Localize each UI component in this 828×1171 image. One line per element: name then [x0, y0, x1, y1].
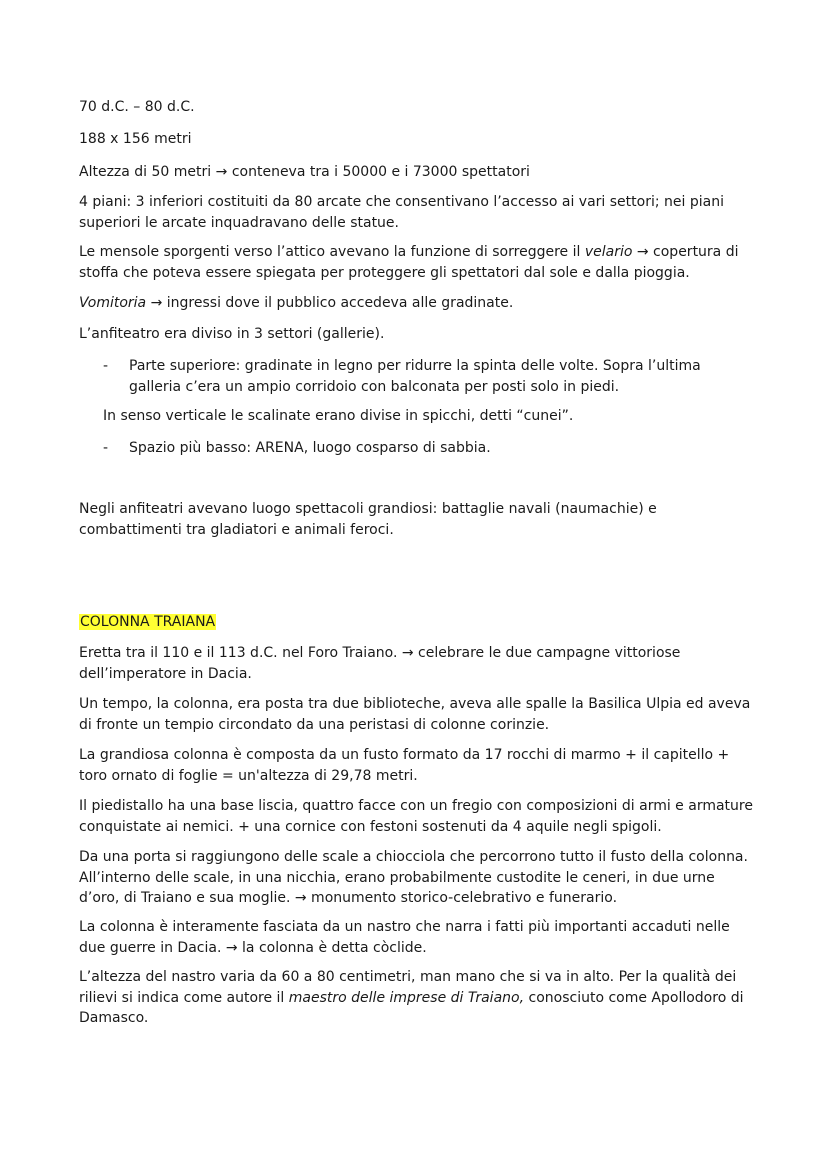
nastro-text: La colonna è interamente fasciata da un nastro che narra i fatti più importanti accaduti nelle due guerre in Dacia. — [79, 919, 730, 956]
vomitoria-paragraph — [79, 293, 759, 314]
arrow-icon: → — [294, 890, 307, 906]
porta-conclusion: monumento storico-celebrativo e funerario. — [306, 890, 618, 906]
arrow-icon: → — [225, 939, 238, 956]
velario-definition: copertura di stoffa che poteva essere spiegata per proteggere gli spettatori dal sole e dalla pioggia. — [79, 244, 739, 281]
eretta-paragraph — [79, 643, 759, 684]
section-heading — [79, 612, 759, 633]
spettacoli-paragraph: Negli anfiteatri avevano luogo spettacoli grandiosi: battaglie navali (naumachie) e combattimenti tra gladiatori e animali feroci. — [79, 501, 657, 538]
eretta-purpose: celebrare le due campagne vittoriose dell’imperatore in Dacia. — [79, 645, 681, 682]
capacity-text: conteneva tra i 50000 e i 73000 spettatori — [231, 164, 530, 180]
height-paragraph — [79, 162, 759, 183]
arrow-icon: → — [215, 164, 228, 180]
bullet-dash: - — [103, 440, 109, 456]
floors-paragraph: 4 piani: 3 inferiori costituiti da 80 arcate che consentivano l’accesso ai vari settori; nei piani superiori le arcate inquadravano delle statue. — [79, 194, 724, 231]
height-text: Altezza di 50 metri — [79, 164, 212, 180]
altezza-conclusion: conosciuto come Apollodoro di Damasco. — [79, 989, 744, 1026]
velario-term: velario — [584, 244, 633, 260]
mensole-paragraph — [79, 242, 759, 283]
eretta-text: Eretta tra il 110 e il 113 d.C. nel Foro Traiano. — [79, 645, 398, 661]
nastro-paragraph — [79, 917, 759, 958]
nastro-conclusion: la colonna è detta còclide. — [237, 939, 427, 956]
date-range: 70 d.C. – 80 d.C. — [79, 99, 195, 115]
fusto-paragraph: La grandiosa colonna è composta da un fusto formato da 17 rocchi di marmo + il capitello + toro ornato di foglie = un'altezza di 29,78 metri. — [79, 747, 730, 784]
piedistallo-paragraph: Il piedistallo ha una base liscia, quattro facce con un fregio con composizioni di armi e armature conquistate ai nemici. + una cornice con festoni sostenuti da 4 aquile negli spigoli. — [79, 798, 753, 835]
tempo-paragraph: Un tempo, la colonna, era posta tra due biblioteche, aveva alle spalle la Basilica Ulpia ed aveva di fronte un tempio circondato da una peristasi di colonne corinzie. — [79, 696, 751, 733]
bullet-dash: - — [103, 358, 109, 374]
vomitoria-term: Vomitoria — [79, 295, 147, 311]
altezza-paragraph — [79, 967, 759, 1029]
heading-highlight: COLONNA TRAIANA — [80, 614, 216, 630]
arrow-icon: → — [150, 295, 163, 311]
bullet-spazio-basso: Spazio più basso: ARENA, luogo cosparso di sabbia. — [129, 440, 491, 456]
mensole-text: Le mensole sporgenti verso l’attico avevano la funzione di sorreggere il — [79, 244, 585, 260]
dimensions: 188 x 156 metri — [79, 131, 192, 147]
porta-text: Da una porta si raggiungono delle scale a chiocciola che percorrono tutto il fusto della colonna. All’interno delle scale, in una nicchia, erano probabilmente custodite le ceneri, in due urne d’oro, di Traiano e sua moglie. — [79, 849, 748, 906]
maestro-term: maestro delle imprese di Traiano, — [288, 989, 525, 1006]
cunei-paragraph: In senso verticale le scalinate erano divise in spicchi, detti “cunei”. — [103, 408, 574, 424]
settori-paragraph: L’anfiteatro era diviso in 3 settori (gallerie). — [79, 326, 385, 342]
vomitoria-definition: ingressi dove il pubblico accedeva alle gradinate. — [162, 295, 514, 311]
bullet-parte-superiore: Parte superiore: gradinate in legno per ridurre la spinta delle volte. Sopra l’ultima galleria c’era un ampio corridoio con balconata per posti solo in piedi. — [129, 358, 701, 395]
arrow-icon: → — [636, 244, 649, 260]
arrow-icon: → — [401, 645, 414, 661]
altezza-text: L’altezza del nastro varia da 60 a 80 centimetri, man mano che si va in alto. Per la qualità dei rilievi si indica come autore il — [79, 969, 737, 1006]
porta-paragraph — [79, 847, 759, 909]
